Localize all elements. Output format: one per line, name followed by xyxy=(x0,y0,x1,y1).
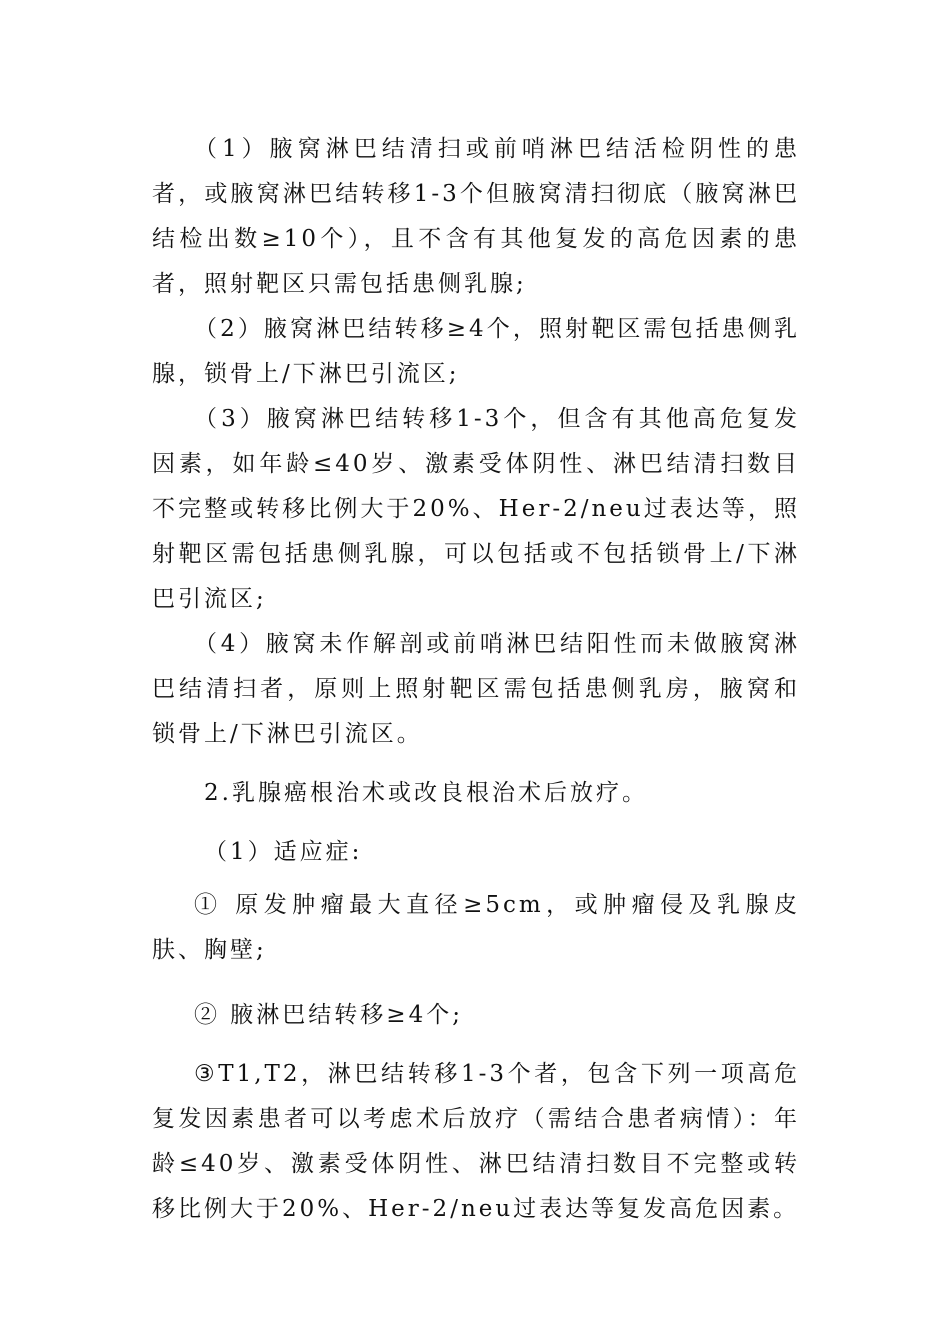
paragraph-axillary-one-to-three: （3）腋窝淋巴结转移1-3个，但含有其他高危复发因素，如年龄≤40岁、激素受体阴性、淋巴结清扫数目不完整或转移比例大于20%、Her-2/neu过表达等，照射靶区需包括患侧乳腺，可以包括或不包括锁骨上/下淋巴引流区; xyxy=(152,406,800,612)
indication-item-1: ① 原发肿瘤最大直径≥5cm，或肿瘤侵及乳腺皮肤、胸壁; xyxy=(152,892,800,963)
indication-item-2: ② 腋淋巴结转移≥4个; xyxy=(194,1002,463,1028)
paragraph-axillary-negative: （1）腋窝淋巴结清扫或前哨淋巴结活检阴性的患者，或腋窝淋巴结转移1-3个但腋窝清扫彻底（腋窝淋巴结检出数≥10个），且不含有其他复发的高危因素的患者，照射靶区只需包括患侧乳腺; xyxy=(152,136,800,297)
indication-item-3: ③T1,T2，淋巴结转移1-3个者，包含下列一项高危复发因素患者可以考虑术后放疗（需结合患者病情）：年龄≤40岁、激素受体阴性、淋巴结清扫数目不完整或转移比例大于20%、Her-2/neu过表达等复发高危因素。 xyxy=(152,1061,800,1222)
paragraph-axillary-undissected: （4）腋窝未作解剖或前哨淋巴结阳性而未做腋窝淋巴结清扫者，原则上照射靶区需包括患侧乳房，腋窝和锁骨上/下淋巴引流区。 xyxy=(152,631,800,747)
subheading-indications: （1）适应症: xyxy=(204,839,363,865)
section-heading-radical-mastectomy: 2.乳腺癌根治术或改良根治术后放疗。 xyxy=(204,780,648,806)
document-body xyxy=(152,127,800,1232)
paragraph-axillary-four-plus: （2）腋窝淋巴结转移≥4个，照射靶区需包括患侧乳腺，锁骨上/下淋巴引流区; xyxy=(152,316,800,387)
